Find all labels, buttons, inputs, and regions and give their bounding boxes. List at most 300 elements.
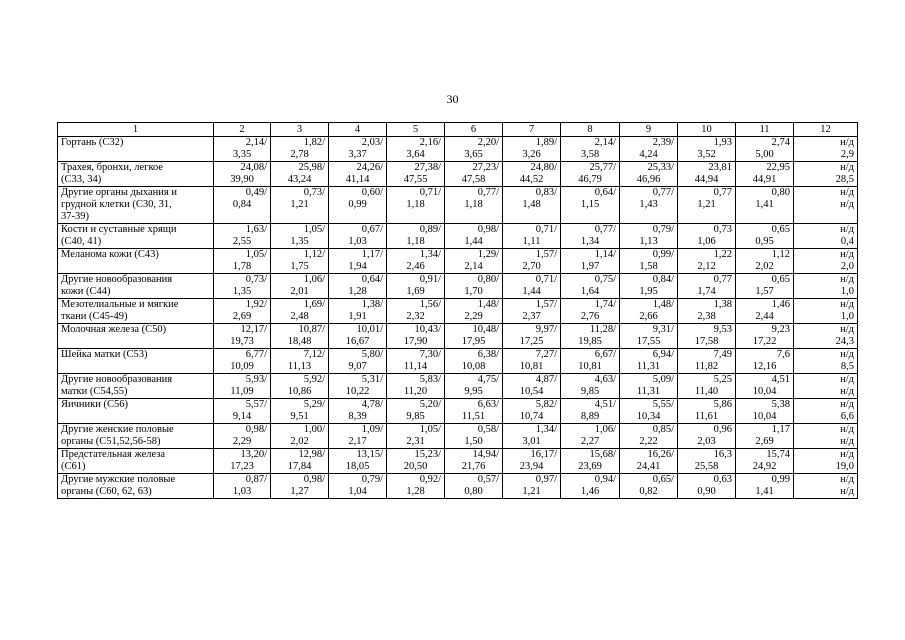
- value-top: 0,87/: [245, 474, 267, 485]
- value-bottom: н/д: [840, 436, 854, 447]
- value-bottom: 11,09: [230, 386, 254, 397]
- value-bottom: 1,41: [755, 199, 774, 210]
- value-bottom: 44,94: [694, 174, 719, 185]
- value-bottom: 17,55: [636, 336, 661, 347]
- value-top: н/д: [840, 299, 854, 310]
- value-bottom: 21,76: [461, 461, 486, 472]
- value-bottom: 5,00: [755, 149, 774, 160]
- value-cell: [214, 187, 271, 224]
- row-label-cell: [58, 449, 214, 474]
- value-bottom: 1,78: [232, 261, 252, 272]
- value-top: 0,83/: [535, 187, 557, 198]
- value-cell: [387, 299, 445, 324]
- value-cell: [503, 449, 561, 474]
- value-bottom: 12,16: [752, 361, 777, 372]
- value-cell: [214, 137, 271, 162]
- value-bottom: 24,92: [752, 461, 777, 472]
- value-top: 0,99/: [652, 249, 674, 260]
- incidence-table: [57, 122, 858, 499]
- value-cell: [620, 187, 678, 224]
- value-bottom: 10,81: [578, 361, 602, 372]
- value-cell: [678, 274, 736, 299]
- value-top: 5,55/: [652, 399, 674, 410]
- value-top: 0,96: [713, 424, 732, 435]
- value-cell: [214, 224, 271, 249]
- value-cell: [794, 374, 858, 399]
- value-bottom: 19,0: [835, 461, 854, 472]
- value-cell: [271, 324, 329, 349]
- value-top: 0,73/: [303, 187, 325, 198]
- table-row: [58, 187, 858, 224]
- value-cell: [387, 324, 445, 349]
- value-top: н/д: [840, 249, 854, 260]
- value-cell: [329, 349, 387, 374]
- value-bottom: 1,34: [580, 236, 600, 247]
- value-bottom: 10,09: [230, 361, 254, 372]
- value-top: 11,28/: [589, 324, 616, 335]
- value-top: н/д: [840, 224, 854, 235]
- value-top: 0,98/: [477, 224, 499, 235]
- value-cell: [503, 399, 561, 424]
- value-bottom: 1,28: [406, 486, 425, 497]
- value-top: 0,91/: [419, 274, 441, 285]
- page-number: 30: [446, 92, 459, 106]
- value-cell: [387, 374, 445, 399]
- value-cell: [561, 349, 620, 374]
- value-cell: [387, 399, 445, 424]
- value-top: 12,98/: [298, 449, 325, 460]
- value-bottom: 1,48: [522, 199, 541, 210]
- value-cell: [736, 449, 794, 474]
- value-top: 1,48/: [652, 299, 674, 310]
- column-header-5: 5: [387, 123, 445, 137]
- value-top: 0,65: [771, 274, 790, 285]
- value-cell: [503, 349, 561, 374]
- column-header-2: 2: [214, 123, 271, 137]
- value-cell: [271, 424, 329, 449]
- value-bottom: 2,70: [522, 261, 541, 272]
- value-bottom: 39,90: [230, 174, 254, 185]
- value-cell: [329, 424, 387, 449]
- row-label: Другие женские половые органы (С51,52,56-58): [61, 424, 174, 447]
- row-label-cell: [58, 474, 214, 499]
- value-cell: [387, 449, 445, 474]
- value-bottom: 1,27: [290, 486, 309, 497]
- value-top: 5,20/: [419, 399, 441, 410]
- value-cell: [271, 224, 329, 249]
- value-cell: [214, 349, 271, 374]
- value-bottom: 3,35: [232, 149, 252, 160]
- value-top: 7,6: [776, 349, 790, 360]
- table-row: [58, 374, 858, 399]
- value-top: 0,79/: [361, 474, 383, 485]
- value-bottom: 2,12: [697, 261, 716, 272]
- row-label-cell: [58, 162, 214, 187]
- value-top: 2,39/: [652, 137, 674, 148]
- value-bottom: 1,21: [290, 199, 309, 210]
- value-top: 4,51: [771, 374, 790, 385]
- value-cell: [561, 137, 620, 162]
- value-cell: [503, 474, 561, 499]
- column-header-8: 8: [561, 123, 620, 137]
- value-top: 0,75/: [594, 274, 616, 285]
- value-top: 1,63/: [245, 224, 267, 235]
- value-cell: [620, 324, 678, 349]
- value-bottom: 3,01: [522, 436, 541, 447]
- value-top: 1,57/: [535, 299, 557, 310]
- value-cell: [561, 249, 620, 274]
- value-top: 0,80: [771, 187, 790, 198]
- value-top: 1,14/: [594, 249, 616, 260]
- value-bottom: 18,05: [345, 461, 370, 472]
- value-cell: [678, 137, 736, 162]
- value-bottom: 8,39: [348, 411, 367, 422]
- value-top: 25,98/: [298, 162, 325, 173]
- value-bottom: 2,29: [464, 311, 483, 322]
- value-cell: [678, 162, 736, 187]
- row-label: Молочная железа (С50): [61, 324, 167, 335]
- column-header-10: 10: [678, 123, 736, 137]
- row-label: Кости и суставные хрящи (С40, 41): [61, 224, 177, 247]
- value-bottom: 4,24: [639, 149, 658, 160]
- value-top: 16,3: [713, 449, 732, 460]
- value-bottom: 3,26: [522, 149, 541, 160]
- value-top: 6,38/: [477, 349, 499, 360]
- value-bottom: 2,55: [232, 236, 252, 247]
- value-cell: [736, 349, 794, 374]
- value-cell: [445, 299, 503, 324]
- value-cell: [271, 449, 329, 474]
- value-bottom: 2,38: [697, 311, 716, 322]
- value-top: 1,05/: [419, 424, 441, 435]
- value-top: н/д: [840, 449, 854, 460]
- value-top: 0,64/: [361, 274, 383, 285]
- value-bottom: 9,07: [348, 361, 367, 372]
- value-top: 25,33/: [647, 162, 674, 173]
- value-cell: [678, 449, 736, 474]
- value-bottom: 2,69: [232, 311, 252, 322]
- value-cell: [214, 399, 271, 424]
- value-bottom: 10,04: [752, 411, 777, 422]
- value-top: 1,12/: [303, 249, 325, 260]
- value-top: 4,75/: [477, 374, 499, 385]
- value-cell: [387, 274, 445, 299]
- table-row: [58, 249, 858, 274]
- value-bottom: 1,15: [580, 199, 600, 210]
- value-cell: [387, 424, 445, 449]
- value-cell: [329, 399, 387, 424]
- row-label-cell: [58, 349, 214, 374]
- value-bottom: 9,14: [232, 411, 252, 422]
- value-top: 1,06/: [303, 274, 325, 285]
- value-cell: [561, 274, 620, 299]
- value-cell: [271, 299, 329, 324]
- value-top: 5,83/: [419, 374, 441, 385]
- value-cell: [678, 249, 736, 274]
- value-bottom: 2,48: [290, 311, 309, 322]
- value-cell: [678, 224, 736, 249]
- value-top: 0,99: [771, 474, 790, 485]
- value-bottom: 10,86: [287, 386, 312, 397]
- value-cell: [214, 249, 271, 274]
- value-cell: [736, 274, 794, 299]
- value-top: 15,74: [766, 449, 790, 460]
- value-top: 2,14/: [245, 137, 267, 148]
- table-row: [58, 349, 858, 374]
- value-top: 13,15/: [356, 449, 383, 460]
- table-row: [58, 449, 858, 474]
- value-top: 9,31/: [652, 324, 674, 335]
- value-bottom: 11,51: [461, 411, 486, 422]
- value-bottom: 10,34: [636, 411, 661, 422]
- value-top: 1,69/: [303, 299, 325, 310]
- value-bottom: 2,0: [840, 261, 854, 272]
- value-top: н/д: [840, 349, 854, 360]
- value-top: 0,85/: [652, 424, 674, 435]
- value-top: 1,89/: [535, 137, 557, 148]
- value-cell: [620, 399, 678, 424]
- value-cell: [329, 274, 387, 299]
- value-bottom: 10,81: [519, 361, 544, 372]
- value-top: 0,71/: [535, 274, 557, 285]
- value-cell: [736, 424, 794, 449]
- value-cell: [445, 324, 503, 349]
- value-cell: [214, 374, 271, 399]
- value-top: 1,93: [713, 137, 732, 148]
- value-top: 0,77/: [594, 224, 616, 235]
- value-top: 0,67/: [361, 224, 383, 235]
- value-bottom: 3,52: [697, 149, 716, 160]
- value-bottom: 17,22: [752, 336, 777, 347]
- value-cell: [620, 162, 678, 187]
- value-bottom: 1,18: [406, 236, 425, 247]
- table-row: [58, 224, 858, 249]
- value-bottom: 2,29: [232, 436, 252, 447]
- value-bottom: 2,14: [464, 261, 483, 272]
- value-bottom: 2,9: [840, 149, 854, 160]
- value-bottom: 2,03: [697, 436, 716, 447]
- value-bottom: н/д: [840, 386, 854, 397]
- value-top: 4,63/: [594, 374, 616, 385]
- value-bottom: 0,4: [840, 236, 854, 247]
- value-cell: [387, 162, 445, 187]
- value-bottom: 2,27: [580, 436, 600, 447]
- value-bottom: 11,40: [694, 386, 719, 397]
- value-cell: [445, 449, 503, 474]
- value-cell: [620, 274, 678, 299]
- value-top: 0,84/: [652, 274, 674, 285]
- value-bottom: 2,02: [290, 436, 309, 447]
- value-bottom: 2,01: [290, 286, 309, 297]
- value-top: 1,12: [771, 249, 790, 260]
- table-row: [58, 274, 858, 299]
- value-bottom: 11,13: [287, 361, 312, 372]
- value-top: 10,43/: [414, 324, 441, 335]
- value-cell: [329, 299, 387, 324]
- value-cell: [445, 374, 503, 399]
- value-top: 0,98/: [245, 424, 267, 435]
- value-top: 2,20/: [477, 137, 499, 148]
- value-cell: [794, 187, 858, 224]
- value-cell: [214, 424, 271, 449]
- value-top: 1,05/: [245, 249, 267, 260]
- value-bottom: 17,90: [403, 336, 428, 347]
- value-cell: [620, 249, 678, 274]
- value-cell: [329, 374, 387, 399]
- value-bottom: 2,78: [290, 149, 309, 160]
- value-cell: [620, 449, 678, 474]
- value-cell: [387, 187, 445, 224]
- value-top: 24,08/: [240, 162, 267, 173]
- value-cell: [271, 274, 329, 299]
- value-bottom: 1,03: [348, 236, 367, 247]
- value-bottom: 1,21: [697, 199, 716, 210]
- value-cell: [503, 249, 561, 274]
- value-top: 0,60/: [361, 187, 383, 198]
- value-cell: [561, 162, 620, 187]
- value-top: 0,89/: [419, 224, 441, 235]
- table-row: [58, 162, 858, 187]
- row-label-cell: [58, 424, 214, 449]
- value-top: 1,22: [713, 249, 732, 260]
- value-bottom: 17,58: [694, 336, 719, 347]
- value-cell: [214, 449, 271, 474]
- value-bottom: 2,17: [348, 436, 367, 447]
- value-top: 0,58/: [477, 424, 499, 435]
- value-top: 1,38/: [361, 299, 383, 310]
- value-bottom: 16,67: [345, 336, 370, 347]
- value-bottom: 18,48: [287, 336, 312, 347]
- value-top: 1,06/: [594, 424, 616, 435]
- value-top: 10,48/: [472, 324, 499, 335]
- value-bottom: н/д: [840, 486, 854, 497]
- value-top: 10,01/: [356, 324, 383, 335]
- value-bottom: 47,58: [461, 174, 486, 185]
- value-bottom: 11,31: [636, 361, 661, 372]
- value-bottom: 0,80: [464, 486, 483, 497]
- value-bottom: 1,41: [755, 486, 774, 497]
- value-bottom: 2,02: [755, 261, 774, 272]
- value-bottom: 23,69: [578, 461, 602, 472]
- value-bottom: 2,32: [406, 311, 425, 322]
- value-top: 0,97/: [535, 474, 557, 485]
- value-bottom: 11,82: [694, 361, 719, 372]
- value-cell: [503, 187, 561, 224]
- value-bottom: 2,66: [639, 311, 658, 322]
- value-cell: [736, 187, 794, 224]
- value-cell: [445, 424, 503, 449]
- value-top: 27,38/: [414, 162, 441, 173]
- value-cell: [503, 299, 561, 324]
- value-bottom: 6,6: [840, 411, 854, 422]
- value-top: 5,80/: [361, 349, 383, 360]
- value-bottom: 1,35: [290, 236, 309, 247]
- value-bottom: 3,65: [464, 149, 483, 160]
- value-bottom: 1,18: [406, 199, 425, 210]
- value-cell: [445, 249, 503, 274]
- value-bottom: н/д: [840, 199, 854, 210]
- value-bottom: 1,0: [840, 311, 854, 322]
- value-cell: [445, 399, 503, 424]
- value-bottom: 23,94: [519, 461, 544, 472]
- value-cell: [503, 224, 561, 249]
- value-cell: [329, 162, 387, 187]
- value-top: 5,29/: [303, 399, 325, 410]
- value-bottom: 1,97: [580, 261, 600, 272]
- value-cell: [736, 399, 794, 424]
- value-cell: [736, 249, 794, 274]
- value-cell: [503, 424, 561, 449]
- value-bottom: 1,50: [464, 436, 483, 447]
- value-bottom: 17,25: [519, 336, 544, 347]
- value-top: 1,17/: [361, 249, 383, 260]
- value-bottom: 24,41: [636, 461, 661, 472]
- value-top: 1,56/: [419, 299, 441, 310]
- value-bottom: 2,31: [406, 436, 425, 447]
- value-bottom: 2,37: [522, 311, 541, 322]
- row-label: Мезотелиальные и мягкие ткани (С45-49): [61, 299, 179, 322]
- value-cell: [736, 374, 794, 399]
- value-top: 0,64/: [594, 187, 616, 198]
- value-cell: [387, 474, 445, 499]
- value-top: 9,53: [713, 324, 732, 335]
- value-cell: [271, 374, 329, 399]
- value-top: 6,77/: [245, 349, 267, 360]
- value-top: 24,26/: [356, 162, 383, 173]
- value-top: 5,25: [713, 374, 732, 385]
- value-bottom: 11,20: [403, 386, 428, 397]
- table-row: [58, 324, 858, 349]
- row-label-cell: [58, 324, 214, 349]
- value-cell: [794, 162, 858, 187]
- value-top: 0,73/: [245, 274, 267, 285]
- column-header-11: 11: [736, 123, 794, 137]
- value-top: н/д: [840, 474, 854, 485]
- value-bottom: 47,55: [403, 174, 428, 185]
- value-cell: [736, 299, 794, 324]
- row-label-cell: [58, 224, 214, 249]
- table-header-row: [58, 123, 858, 137]
- value-top: 4,78/: [361, 399, 383, 410]
- value-bottom: 46,79: [578, 174, 602, 185]
- value-cell: [561, 449, 620, 474]
- value-cell: [329, 137, 387, 162]
- value-top: 1,34/: [535, 424, 557, 435]
- value-top: 5,09/: [652, 374, 674, 385]
- value-bottom: 43,24: [287, 174, 312, 185]
- row-label: Другие новообразования матки (С54,55): [61, 374, 173, 397]
- value-top: 4,87/: [535, 374, 557, 385]
- value-top: н/д: [840, 274, 854, 285]
- value-top: н/д: [840, 424, 854, 435]
- value-cell: [620, 137, 678, 162]
- value-bottom: 1,18: [464, 199, 483, 210]
- value-bottom: 1,74: [697, 286, 716, 297]
- value-top: 16,17/: [530, 449, 557, 460]
- value-top: 0,71/: [419, 187, 441, 198]
- value-bottom: 20,50: [403, 461, 428, 472]
- value-top: 9,97/: [535, 324, 557, 335]
- value-bottom: 3,64: [406, 149, 425, 160]
- value-cell: [794, 449, 858, 474]
- value-cell: [445, 224, 503, 249]
- value-cell: [561, 374, 620, 399]
- value-cell: [620, 374, 678, 399]
- column-header-4: 4: [329, 123, 387, 137]
- value-top: 12,17/: [240, 324, 267, 335]
- value-top: 0,57/: [477, 474, 499, 485]
- value-cell: [329, 324, 387, 349]
